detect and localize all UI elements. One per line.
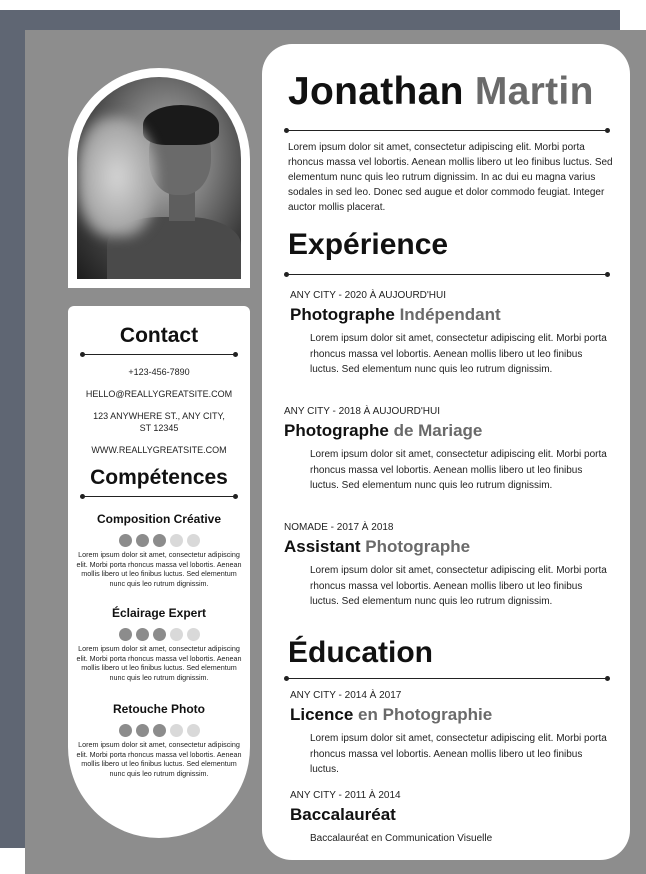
skill-item: [76, 702, 242, 778]
role-main: Assistant: [284, 537, 361, 556]
skills-heading: Compétences: [90, 466, 228, 489]
contact-divider: [82, 354, 236, 355]
rating-dot-filled: [153, 628, 166, 641]
role-accent: de Mariage: [393, 421, 483, 440]
profile-photo: [77, 77, 241, 279]
experience-entry: [284, 522, 614, 610]
education-divider: [286, 678, 608, 679]
skill-name: Retouche Photo: [113, 702, 205, 716]
rating-dot-empty: [170, 628, 183, 641]
entry-meta: ANY CITY - 2018 À AUJOURD'HUI: [284, 406, 441, 417]
entry-description: Lorem ipsum dolor sit amet, consectetur adipiscing elit. Morbi porta rhoncus massa vel lobortis. Aenean mollis libero ut leo finibus luctus. Sed elementum nunc quis leo rutrum dignissim.: [310, 333, 607, 375]
skill-item: [76, 606, 242, 682]
contact-phone: +123-456-7890: [128, 367, 190, 377]
intro-text: Lorem ipsum dolor sit amet, consectetur adipiscing elit. Morbi porta rhoncus massa vel lobortis. Aenean mollis libero ut leo finibus luctus. Sed elementum nunc quis leo rutrum dignissim. In ac dui eu magna varius sodales in sed leo. Donec sed augue et dolor commodo feugiat. Integer auctor mollis placerat.: [288, 142, 613, 213]
entry-description: Lorem ipsum dolor sit amet, consectetur adipiscing elit. Morbi porta rhoncus massa vel lobortis. Aenean mollis libero ut leo finibus luctus.: [310, 733, 607, 775]
role-main: Photographe: [290, 305, 395, 324]
rating-dot-filled: [136, 724, 149, 737]
entry-description: Lorem ipsum dolor sit amet, consectetur adipiscing elit. Morbi porta rhoncus massa vel lobortis. Aenean mollis libero ut leo finibus luctus. Sed elementum nunc quis leo rutrum dignissim.: [310, 565, 607, 607]
rating-dot-empty: [187, 724, 200, 737]
entry-description: Lorem ipsum dolor sit amet, consectetur adipiscing elit. Morbi porta rhoncus massa vel lobortis. Aenean mollis libero ut leo finibus luctus. Sed elementum nunc quis leo rutrum dignissim.: [310, 449, 607, 491]
contact-address: 123 ANYWHERE ST., ANY CITY, ST 12345: [93, 411, 225, 433]
skill-name: Éclairage Expert: [111, 606, 207, 620]
role-accent: Photographe: [365, 537, 471, 556]
skill-rating: [76, 532, 242, 546]
experience-heading: Expérience: [288, 228, 449, 261]
profile-photo-frame: [68, 68, 250, 288]
role-main: Baccalauréat: [290, 805, 396, 824]
rating-dot-filled: [119, 724, 132, 737]
experience-entry: [290, 290, 620, 378]
education-entry: [290, 790, 620, 847]
role-main: Photographe: [284, 421, 389, 440]
skill-description: Lorem ipsum dolor sit amet, consectetur adipiscing elit. Morbi porta rhoncus massa vel lobortis. Aenean mollis libero ut leo finibus luctus. Sed elementum nunc quis leo rutrum dignissim.: [76, 644, 242, 682]
rating-dot-filled: [136, 534, 149, 547]
entry-meta: NOMADE - 2017 À 2018: [284, 522, 394, 533]
entry-meta: ANY CITY - 2011 À 2014: [290, 790, 401, 801]
rating-dot-empty: [187, 534, 200, 547]
entry-role: [290, 705, 620, 725]
photo-blurred-hand: [77, 117, 157, 237]
rating-dot-filled: [119, 534, 132, 547]
skill-rating: [76, 626, 242, 640]
entry-role: [290, 805, 620, 825]
rating-dot-empty: [170, 534, 183, 547]
rating-dot-filled: [153, 724, 166, 737]
main-content: [262, 44, 630, 860]
role-accent: en Photographie: [358, 705, 493, 724]
experience-divider: [286, 274, 608, 275]
skill-item: [76, 512, 242, 588]
entry-meta: ANY CITY - 2020 À AUJOURD'HUI: [290, 290, 447, 301]
role-accent: Indépendant: [399, 305, 501, 324]
experience-entry: [284, 406, 614, 494]
entry-description: Baccalauréat en Communication Visuelle: [310, 833, 493, 844]
rating-dot-empty: [187, 628, 200, 641]
photo-hair: [143, 105, 219, 145]
contact-heading: Contact: [119, 324, 199, 347]
sidebar: [68, 306, 250, 838]
contact-website[interactable]: WWW.REALLYGREATSITE.COM: [91, 445, 227, 455]
skill-description: Lorem ipsum dolor sit amet, consectetur adipiscing elit. Morbi porta rhoncus massa vel lobortis. Aenean mollis libero ut leo finibus luctus. Sed elementum nunc quis leo rutrum dignissim.: [76, 550, 242, 588]
entry-role: [290, 305, 620, 325]
skill-description: Lorem ipsum dolor sit amet, consectetur adipiscing elit. Morbi porta rhoncus massa vel lobortis. Aenean mollis libero ut leo finibus luctus. Sed elementum nunc quis leo rutrum dignissim.: [76, 740, 242, 778]
first-name: Jonathan: [288, 70, 464, 113]
skill-rating: [76, 722, 242, 736]
education-heading: Éducation: [288, 636, 434, 669]
entry-meta: ANY CITY - 2014 À 2017: [290, 690, 402, 701]
background-panel-dark-corner: [596, 10, 620, 30]
education-entry: [290, 690, 620, 778]
skill-name: Composition Créative: [96, 512, 222, 526]
skills-divider: [82, 496, 236, 497]
name-divider: [286, 130, 608, 131]
rating-dot-filled: [153, 534, 166, 547]
person-name: [288, 70, 594, 114]
role-main: Licence: [290, 705, 354, 724]
contact-email[interactable]: HELLO@REALLYGREATSITE.COM: [85, 389, 233, 399]
rating-dot-filled: [136, 628, 149, 641]
rating-dot-empty: [170, 724, 183, 737]
entry-role: [284, 421, 614, 441]
last-name: Martin: [474, 70, 594, 113]
rating-dot-filled: [119, 628, 132, 641]
contact-list: [78, 366, 240, 466]
entry-role: [284, 537, 614, 557]
